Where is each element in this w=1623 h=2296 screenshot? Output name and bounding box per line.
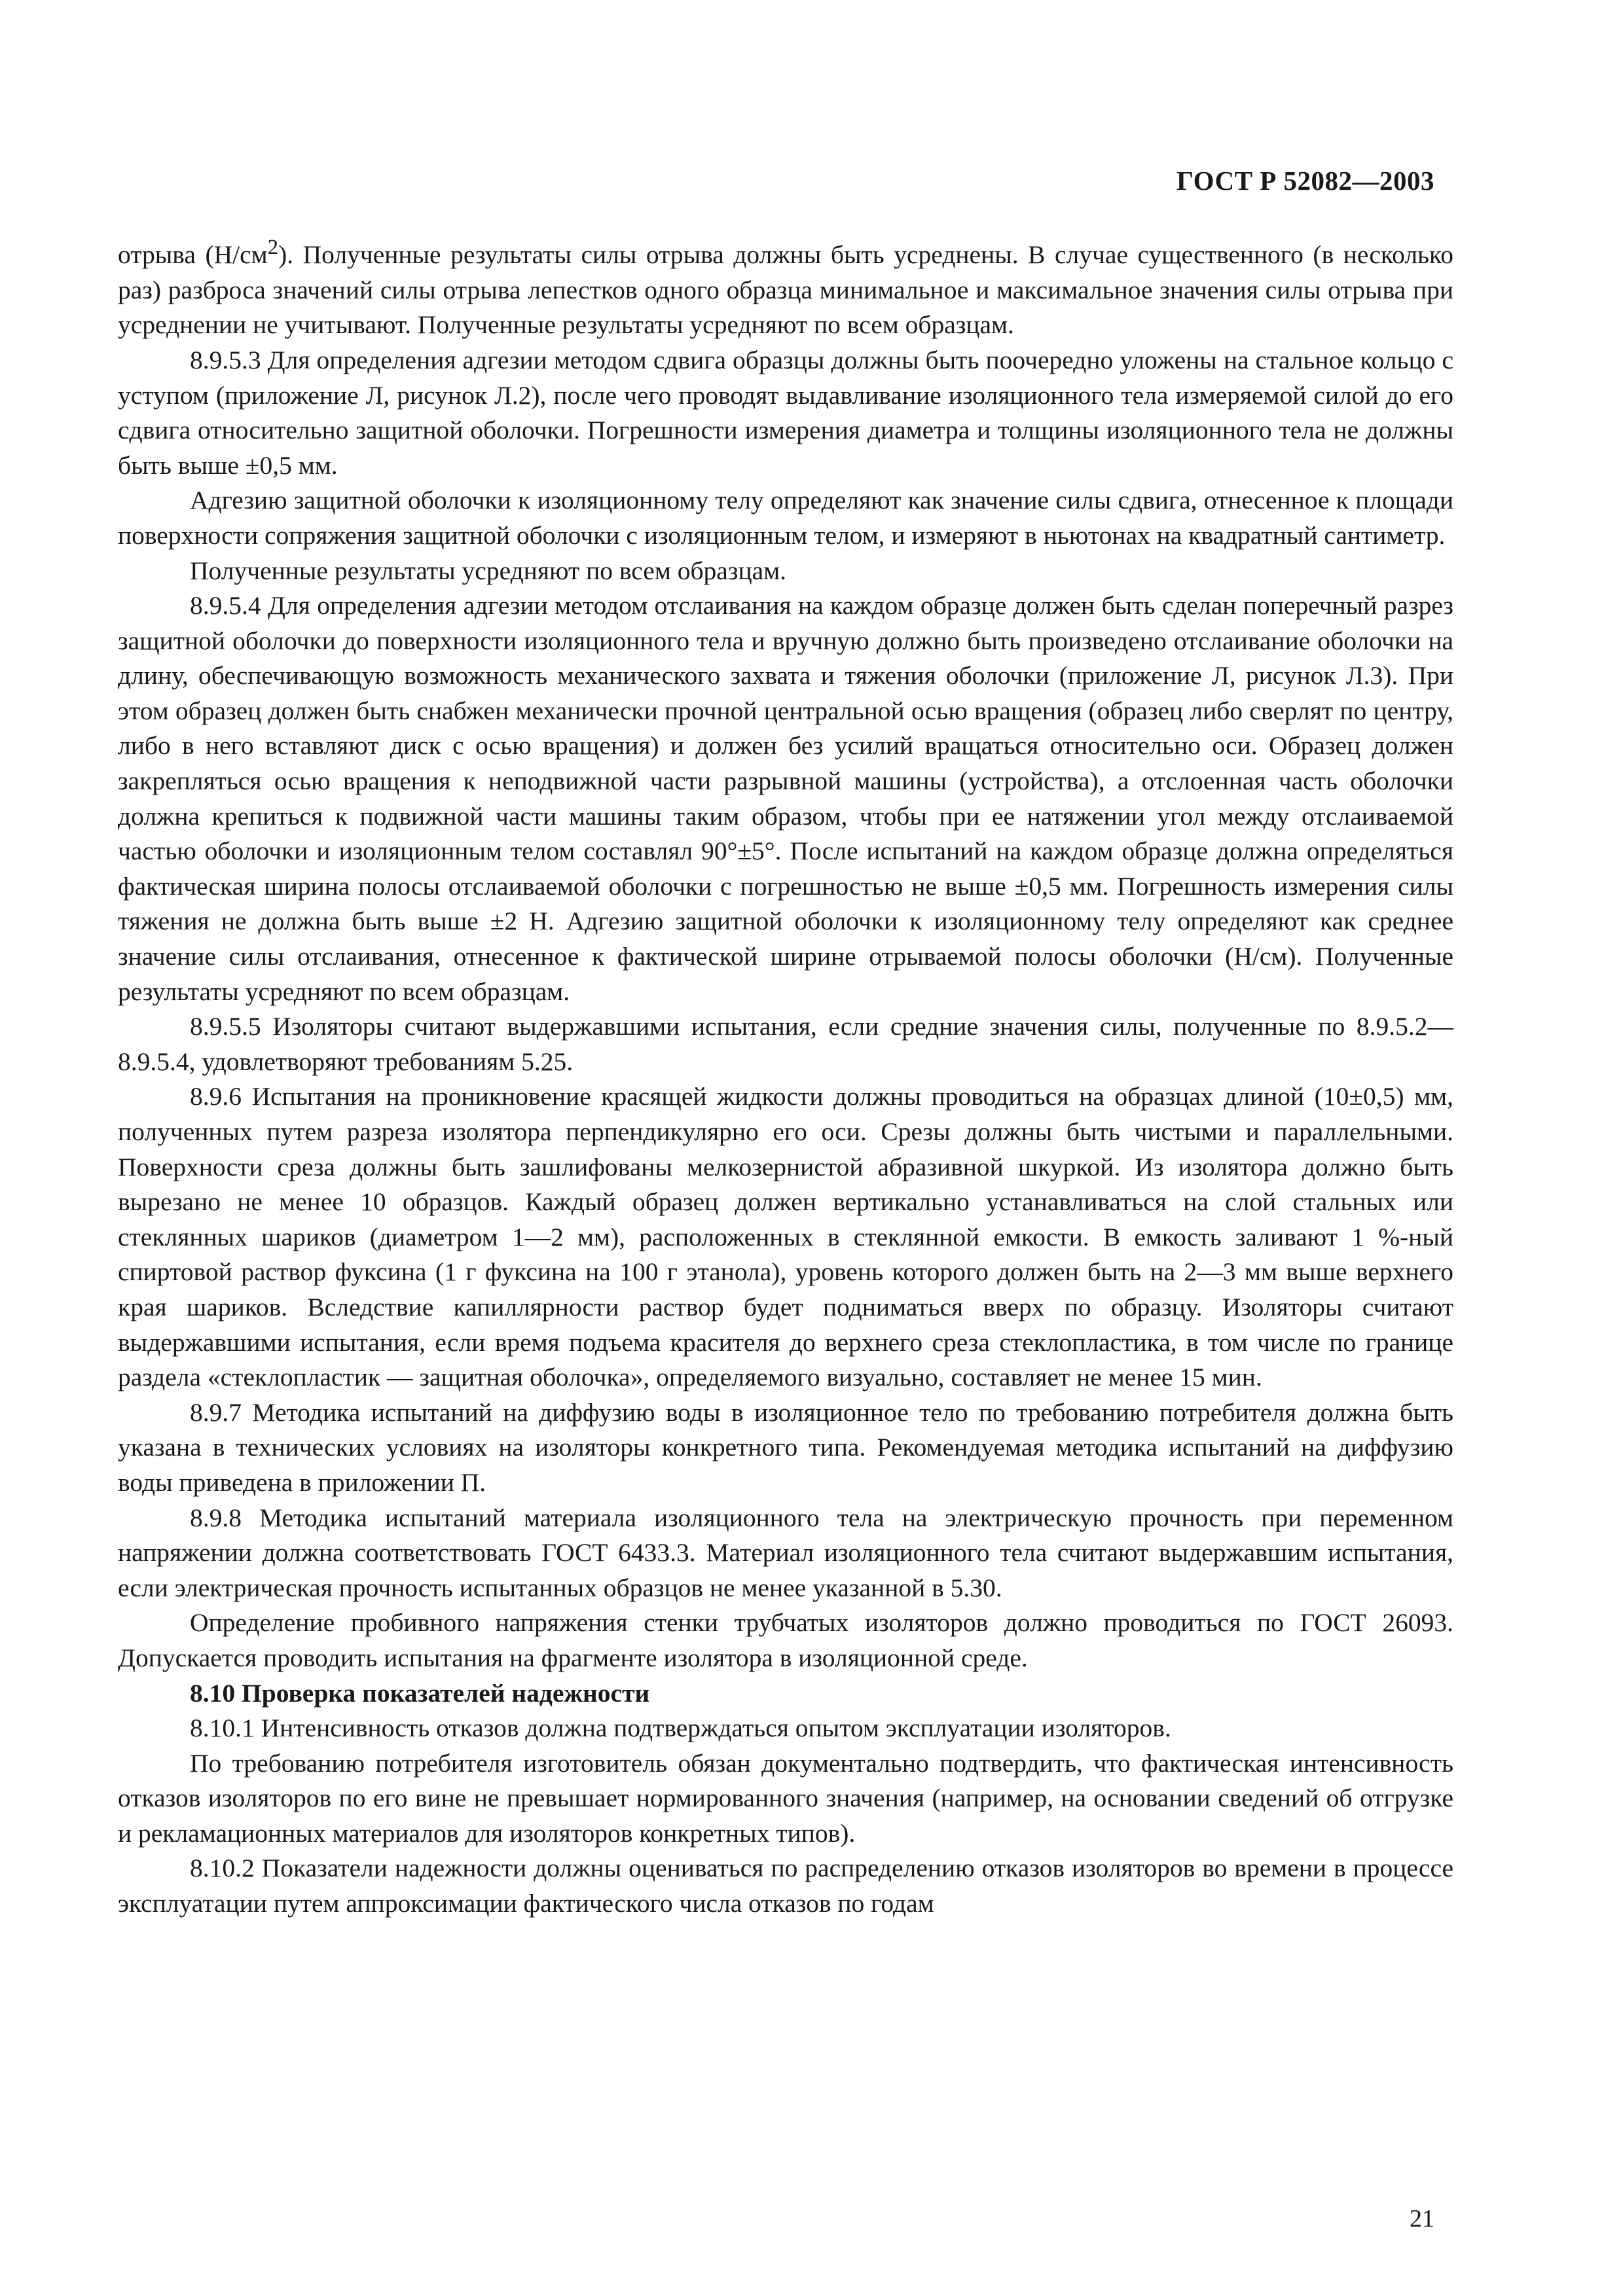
text-run: отрыва (Н/см — [118, 240, 268, 270]
paragraph: Определение пробивного напряжения стенки трубчатых изоляторов должно проводиться по ГОСТ 26093. Допускается проводить испытания на фрагменте изолятора в изоляционной среде. — [118, 1608, 1453, 1672]
paragraph: Полученные результаты усредняют по всем образцам. — [190, 556, 786, 585]
superscript: 2 — [267, 236, 279, 259]
paragraph-8-10-2: 8.10.2 Показатели надежности должны оцениваться по распределению отказов изоляторов во времени в процессе эксплуатации путем аппроксимации фактического числа отказов по годам — [118, 1854, 1453, 1918]
section-heading-8-10: 8.10 Проверка показателей надежности — [190, 1678, 650, 1708]
paragraph-8-10-1: 8.10.1 Интенсивность отказов должна подтверждаться опытом эксплуатации изоляторов. — [190, 1713, 1171, 1743]
text-run: ). Полученные результаты силы отрыва должны быть усреднены. В случае существенного (в несколько раз) разброса значений силы отрыва лепестков одного образца минимальное и максимальное значения силы отрыва при усреднении не учитывают. Полученные результаты усредняют по всем образцам. — [118, 240, 1453, 340]
paragraph: Адгезию защитной оболочки к изоляционному телу определяют как значение силы сдвига, отнесенное к площади поверхности сопряжения защитной оболочки с изоляционным телом, и измеряют в ньютонах на квадратный сантиметр. — [118, 486, 1453, 550]
page-number: 21 — [1410, 2205, 1434, 2233]
document-header: ГОСТ Р 52082—2003 — [1176, 166, 1434, 196]
paragraph-8-9-8: 8.9.8 Методика испытаний материала изоляционного тела на электрическую прочность при переменном напряжении должна соответствовать ГОСТ 6433.3. Материал изоляционного тела считают выдержавшим испытания, если электрическая прочность испытанных образцов не менее указанной в 5.30. — [118, 1503, 1453, 1602]
paragraph-8-9-5-5: 8.9.5.5 Изоляторы считают выдержавшими испытания, если средние значения силы, полученные по 8.9.5.2—8.9.5.4, удовлетворяют требованиям 5.25. — [118, 1012, 1453, 1076]
paragraph-8-9-5-3: 8.9.5.3 Для определения адгезии методом сдвига образцы должны быть поочередно уложены на стальное кольцо с уступом (приложение Л, рисунок Л.2), после чего проводят выдавливание изоляционного тела измеряемой силой до его сдвига относительно защитной оболочки. Погрешности измерения диаметра и толщины изоляционного тела не должны быть выше ±0,5 мм. — [118, 345, 1453, 480]
paragraph-8-9-7: 8.9.7 Методика испытаний на диффузию воды в изоляционное тело по требованию потребителя должна быть указана в технических условиях на изоляторы конкретного типа. Рекомендуемая методика испытаний на диффузию воды приведена в приложении П. — [118, 1397, 1453, 1497]
paragraph-continuation — [118, 230, 1453, 343]
paragraph-8-9-6: 8.9.6 Испытания на проникновение красящей жидкости должны проводиться на образцах длиной (10±0,5) мм, полученных путем разреза изолятора перпендикулярно его оси. Срезы должны быть чистыми и параллельными. Поверхности среза должны быть зашлифованы мелкозернистой абразивной шкуркой. Из изолятора должно быть вырезано не менее 10 образцов. Каждый образец должен вертикально устанавливаться на слой стальных или стеклянных шариков (диаметром 1—2 мм), расположенных в стеклянной емкости. В емкость заливают 1 %-ный спиртовой раствор фуксина (1 г фуксина на 100 г этанола), уровень которого должен быть на 2—3 мм выше верхнего края шариков. Вследствие капиллярности раствор будет подниматься вверх по образцу. Изоляторы считают выдержавшими испытания, если время подъема красителя до верхнего среза стеклопластика, в том числе по границе раздела «стеклопластик — защитная оболочка», определяемого визуально, составляет не менее 15 мин. — [118, 1082, 1453, 1392]
paragraph-8-9-5-4: 8.9.5.4 Для определения адгезии методом отслаивания на каждом образце должен быть сделан поперечный разрез защитной оболочки до поверхности изоляционного тела и вручную должно быть произведено отслаивание оболочки на длину, обеспечивающую возможность механического захвата и тяжения оболочки (приложение Л, рисунок Л.3). При этом образец должен быть снабжен механически прочной центральной осью вращения (образец либо сверлят по центру, либо в него вставляют диск с осью вращения) и должен без усилий вращаться относительно оси. Образец должен закрепляться осью вращения к неподвижной части разрывной машины (устройства), а отслоенная часть оболочки должна крепиться к подвижной части машины таким образом, чтобы при ее натяжении угол между отслаиваемой частью оболочки и изоляционным телом составлял 90°±5°. После испытаний на каждом образце должна определяться фактическая ширина полосы отслаиваемой оболочки с погрешностью не выше ±0,5 мм. Погрешность измерения силы тяжения не должна быть выше ±2 Н. Адгезию защитной оболочки к изоляционному телу определяют как среднее значение силы отслаивания, отнесенное к фактической ширине отрываемой полосы оболочки (Н/см). Полученные результаты усредняют по всем образцам. — [118, 591, 1453, 1006]
paragraph: По требованию потребителя изготовитель обязан документально подтвердить, что фактическая интенсивность отказов изоляторов по его вине не превышает нормированного значения (например, на основании сведений об отгрузке и рекламационных материалов для изоляторов конкретных типов). — [118, 1748, 1453, 1848]
document-body — [118, 230, 1453, 1922]
